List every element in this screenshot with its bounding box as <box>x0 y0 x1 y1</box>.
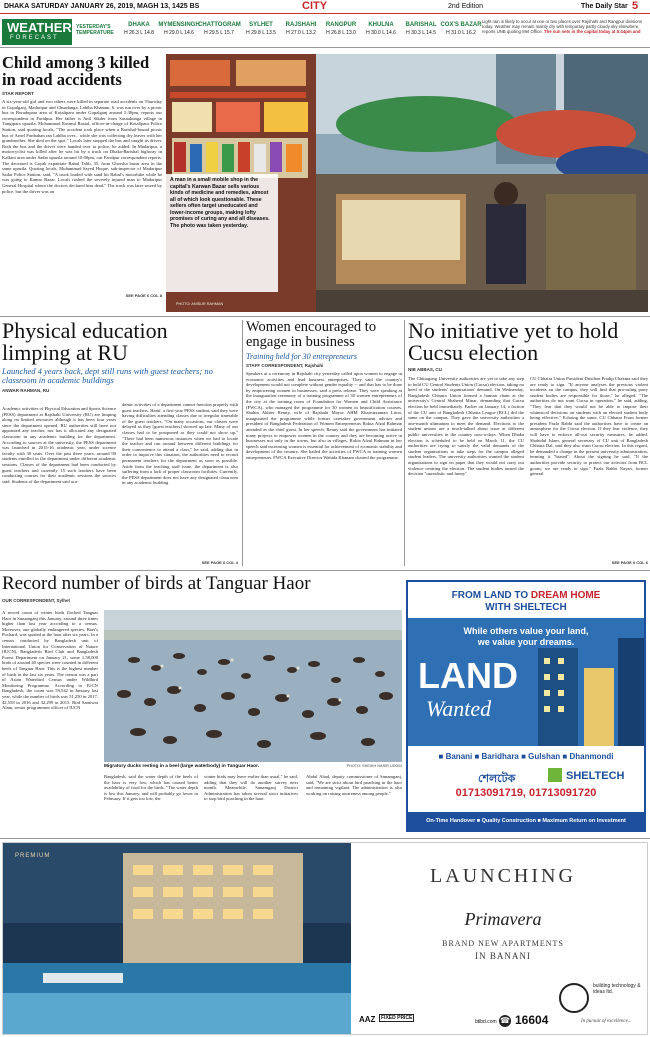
city-temp: H 26.3 L 14.8 <box>124 30 154 36</box>
article-col-3: winter birds may leave earlier than usual," he said, adding that they will do another survey next month. Meanwhile, Sunamganj District Administration has taken several strict initiatives to stop bird poaching in the haor. <box>204 774 298 802</box>
temperature-label: YESTERDAY'S TEMPERATURE <box>76 24 114 36</box>
article-col-1: Academic activities of Physical Education and Sports Science (PESS) department at Rajshahi University (RU) are limping along on limited resources although it has been four years since the department opened. RU authorities still have not appointed any teacher, nor has it allocated any designated classroom in any academic building for the department. According to sources at the university, the PESS department was launched in 2015-16 academic year, under science faculty with 30 seats. Over the past three years, around 90 students enrolled in the department under different academic sessions. Classes of the department had been conducted by guest teachers and currently 15 such teachers have been conducting courses for their academic sessions the sources said. Students of the department said aca- <box>2 406 116 484</box>
city-temp: H 29.5 L 15.7 <box>204 30 234 36</box>
weather-logo-title: WEATHER <box>7 20 72 35</box>
story-child-killed <box>2 54 162 314</box>
ad-line-1: BRAND NEW APARTMENTS <box>442 939 564 948</box>
city-coxs-bazar <box>440 22 482 36</box>
headline: Physical education limping at RU <box>2 320 168 365</box>
hotline-number: 16604 <box>515 1013 549 1027</box>
ad-line-2: IN BANANI <box>475 951 531 961</box>
article-col-4: Abdul Ahad, deputy commissioner of Sunamganj, said, "We are strict about bird poaching in the haor and remaining vigilant. The administration is also working on raising awareness among people." <box>306 774 402 796</box>
ad-phone: 01713091719, 01713091720 <box>455 787 597 799</box>
ad-banner-tail: WITH SHELTECH <box>485 602 567 613</box>
city-temp: H 30.3 L 14.5 <box>406 30 436 36</box>
city-name: SYLHET <box>249 22 273 28</box>
city-name: RAJSHAHI <box>285 22 317 28</box>
page-header <box>0 0 650 14</box>
byline: STAR REPORT <box>2 91 34 96</box>
premium-label: PREMIUM <box>15 853 51 859</box>
continued-note: SEE PAGE 6 COL 4 <box>201 560 238 565</box>
headline: Women encouraged to engage in business <box>246 320 377 350</box>
area-baridhara: Baridhara <box>481 752 519 761</box>
building-illustration <box>528 638 644 746</box>
article-col-2: demic activities of a department cannot function properly with guest teachers. Hanif, a first-year PESS student, said they were having difficulties attending classes due to irregular timetable of the guest teachers. "On many occasions, our classes were delayed as they [guest teachers] showed up late. Many of our classes had to be postponed as they could not show up." "There had been numerous instances when we had to locate the teacher and run around between different buildings for their convenience to attend a class," he said, adding that in order to improve this situation, the authorities need to recruit permanent teachers for the department as soon as possible. Aside from the teaching staff issue, the department is also suffering from a lack of proper classroom facilities. Currently, the PESS department does not have any designated classroom in any academic building <box>122 402 238 486</box>
area-banani: Banani <box>445 752 473 761</box>
ad-hero <box>408 618 644 746</box>
bti-tagline: In pursuit of excellence... <box>581 1019 632 1024</box>
weather-note <box>482 19 647 35</box>
subhead: Launched 4 years back, dept still runs with guest teachers; no classroom in academic buildings <box>2 366 213 385</box>
brand-name: Primavera <box>464 909 542 929</box>
continued-note: SEE PAGE 6 COL 8 <box>125 293 162 298</box>
divider <box>0 570 650 571</box>
headline: No initiative yet to hold Cucsu election <box>408 320 619 365</box>
subhead: Training held for 30 entrepreneurs <box>246 352 357 361</box>
byline: NIB ABBAS, CU <box>408 367 442 372</box>
fixed-price-badge: FIXED PRICE <box>381 1015 413 1021</box>
ad-banner <box>408 590 644 614</box>
ad-tagline-1: While others value your land, <box>463 626 589 636</box>
divider <box>0 838 650 839</box>
ad-sheltech <box>406 580 646 832</box>
building-render <box>3 843 351 1035</box>
sheltech-logo-icon <box>548 768 562 782</box>
headline: Child among 3 killed in road accidents <box>2 54 150 89</box>
ad-banner-part: FROM LAND TO <box>451 590 529 601</box>
launching-text: LAUNCHING <box>430 865 576 887</box>
area-dhanmondi: Dhanmondi <box>569 752 614 761</box>
story-physical-education <box>2 320 240 568</box>
city-chattogram <box>198 22 240 36</box>
article-col-2: CU Chhatra Union President Dristhon Pradip Chakma said they are ready to sign. "If anyone analyses the previous violent incidents on the campus, they will find that pro-ruling party student bodies are responsible for those," he alleged. "The authorities do not want Cucsu in operation," he said, adding, "They fear that they would not be able to impose their whimsical decisions on students with an elected student body being effective." Echoing the same, CU Chhatra Front former president Fazla Rabbi said the authorities have to create an atmosphere for the Cucsu election. If they fear violence, they will have to enforce all-out security measures, he added. Shahidul Islam, general secretary of CU unit of Bangladesh Chhatra Dal, said they also want Cucsu election. In this regard, he demanded a change in the present university administration, terming it "biased". About the signing he said, "If the authorities provide security to protect our activists from BCL goons, we are ready to sign." Fazla Rabbi Nayan, former general <box>530 376 648 477</box>
byline: ANWAR RAHMAN, RU <box>2 388 50 393</box>
divider <box>404 320 405 566</box>
city-rangpur <box>320 22 362 36</box>
ad-brand-bn: শেলটেক <box>478 773 516 785</box>
photo-caption: Migratory ducks resting in a beel (large waterbody) in Tanguar Haor. <box>104 764 260 769</box>
city-name: COX'S BAZAR <box>440 22 482 28</box>
article-col-1: A record count of winter birds flocked Tanguar Haor in Sunamganj this January, around three times higher than last year according to a census. Moreover, one globally endangered species, Baer's Pochard, was spotted at the haor after six years. In a census conducted by Bangladesh unit of International Union for Conservation of Nature (IUCN), Bangladesh Bird Club and Bangladesh Forest Department on January 21, some 1,58,000 birds of around 40 species were counted in different beels of Tanguar Haor. This is the highest number of birds in the last six years. The census was a part of Asian Waterbird Census under Wildbird Monitoring Programme. According to IUCN Bangladesh, the count was 59,542 in January last year, while the number of birds was 51,250 in 2017, 42,558 in 2016 and 32,299 in 2015. Bird Samiwat Alam, senior programmes officer of IUCN <box>2 610 98 711</box>
area-gulshan: Gulshan <box>528 752 561 761</box>
city-name: KHULNA <box>368 22 394 28</box>
city-name: MYMENSINGH <box>158 22 200 28</box>
ad-primavera <box>2 842 648 1035</box>
ad-wanted-word: Wanted <box>426 696 492 721</box>
city-temp: H 31.0 L 16.2 <box>446 30 476 36</box>
haor-photo <box>104 610 402 762</box>
bti-name: building technology & ideas ltd. <box>593 983 641 995</box>
photo-birds <box>104 610 402 762</box>
city-name: BARISHAL <box>405 22 437 28</box>
continued-note: SEE PAGE 6 COL 6 <box>611 560 648 565</box>
byline: STAFF CORRESPONDENT, Rajshahi <box>246 363 324 368</box>
weather-logo-subtitle: FORECAST <box>10 35 59 41</box>
city-dhaka <box>118 22 160 36</box>
city-name: CHATTOGRAM <box>198 22 241 28</box>
ad-banner-accent: DREAM HOME <box>530 590 601 601</box>
ad-areas: ■ Banani ■ Baridhara ■ Gulshan ■ Dhanmondi <box>438 752 614 761</box>
divider <box>0 316 650 317</box>
weather-logo <box>2 19 72 45</box>
sunset-note: The sun sets in the capital today at 5:44pm and <box>544 29 641 35</box>
story-birds-tanguar <box>2 574 402 836</box>
photo-medicine-seller <box>166 54 648 312</box>
city-mymensingh <box>158 22 200 36</box>
section-name: CITY <box>302 0 328 12</box>
city-temp: H 29.8 L 13.5 <box>246 30 276 36</box>
photo-credit: PHOTO: ANISUR RAHMAN <box>176 302 224 306</box>
city-khulna <box>360 22 402 36</box>
headline: Record number of birds at Tanguar Haor <box>2 574 311 594</box>
weather-note-text: Light rain is likely to occur at one or two places over Rajshahi and Rangpur divisions today. Weather may remain mainly dry with temporary partly cloudy sky elsewhere, reports UNB quoting Met Office. <box>482 19 643 35</box>
ad-tagline <box>408 626 644 648</box>
weather-forecast-bar <box>0 16 650 48</box>
city-name: RANGPUR <box>325 22 357 28</box>
city-temp: H 27.0 L 13.2 <box>286 30 316 36</box>
article-body: A six-year-old girl and two others were killed in separate road accidents on Thursday in Gopalganj, Madaripur and Chuadanga. Labiba Khanam, 6, was run over by a picnic bus in Boradupara area of Kotalipara under Gopalganj around 5:30pm, reports our correspondent in Faridpur. Her father is Anil Sikder from Sasnakunga village in Tungipara upazila. Mohammad Rasmul Rustal, officer-in-charge of Kotalipara Police Station, said quoting locals, "The accident took place when a Barishal-bound picnic bus of Arnel Paribahan ran Labiba over... while she was collecting dry leaves with her grandmother. She died on the spot." Locals later stopped the bus and caught its driver. Both the bus and the driver were handed over to police, he added. In Madaripur, a motorcyclist was killed after he was hit by a truck on Dhaka-Barishal highway in Kalkini area under Sadar upazila around 10:00pm, our Faridpur correspondent reports. The deceased is Gayak expatriate Babul Talib, 35, from Ghorsha bazar area in the same upazila. Quoting locals, Muhammad Sayed Hoque, sub-inspector of Madaripur Sadar Police Station, said, "A truck loaded with sand hit Babul's motorbike while he was going to Kamar Bazar. Locals rushed the severely injured man to Madaripur General Hospital where the doctors declared him dead." The truck was later seized by police, but the driver was on <box>2 99 162 194</box>
photo-caption: A man in a small mobile shop in the capital's Karwan Bazar sells various kinds of medicine and remedies, almost all of which look questionable. These sellers often target uneducated and lower-income groups, making lofty promises of curing any and all diseases. The photo was taken yesterday. <box>166 174 278 292</box>
aaz-logo: AAZ <box>359 1015 376 1024</box>
article-col-1: The Chittagong University authorities are yet to take any step to hold CU Central Students Union (Cucsu) election, taking no heed of the students' organisations' demand. On Wednesday, Bangladesh Chhatra Union formed a human chain at the university's Central Shaheed Minar, demanding that Cucsu election be held immediately. Earlier on January 14, a faction of the CU unit of Bangladesh Chhatra League (BCL) did the same on the campus. They gave the university authorities a one-month ultimatum to meet the demand. Elections to the student unions are a much-talked about issue at different public universities in the country now-a-days. When Dhaka election is scheduled to be held on March 11, the CU authorities are trying to satisfy the valid demands of the student organisations to take steps for the campus alleged student leaders. The university authorities wanted the student organisations to sign on paper that they would not carry out violence centring the election. The student bodies turned the decision "unrealistic and funny". <box>408 376 524 477</box>
article-col-2: Bangladesh, said the water depth of the beels of the haor is very low, which has caused better availability of food for the birds. "The water depth is low this January, and will probably go lower in February. If it gets too low, the <box>104 774 198 802</box>
ad-primavera-image <box>3 843 351 1035</box>
web-address: btibd.com <box>475 1019 497 1025</box>
byline: OUR CORRESPONDENT, Sylhet <box>2 598 71 603</box>
story-women-business <box>246 320 402 568</box>
dateline: DHAKA SATURDAY JANUARY 26, 2019, MAGH 13, 1425 BS <box>4 3 200 10</box>
city-temp: H 26.8 L 13.0 <box>326 30 356 36</box>
photo-credit: PHOTO: SHEIKH NASIR UDDIN <box>346 764 402 768</box>
paper-name: The Daily Star <box>581 3 628 10</box>
city-rajshahi <box>280 22 322 36</box>
city-sylhet <box>240 22 282 36</box>
article-body: Speakers at a ceremony in Rajshahi city yesterday called upon women to engage in economic activities and lead business enterprises. They said the country's development would not complete without gender equality -- and that has to be done by empowering women in businesses, said a press release. They were speaking at the inauguration ceremony of a training programme of 30 women entrepreneurs of the city at the training room of Foundation for Women and Child Assistance (FWCA), who managed the programme for 30 women in beautification courses. Shahin Akhter Renny, wife of Rajshahi Mayor AHM Khairuzzaman Liton, inaugurated the programme while former caretaker government adviser and president of Bangladesh Federation of Women Entrepreneurs Rokia Afzal Rahman attended as the chief guest. In her speech, Renny said the government has initiated many projects to empower women in the country and they are becoming active in businesses not only in the towns, but also in villages. Rokia Afzal Rahman in her speech said increasing women is essential for achievement of economic stability and development of the country. She hailed the activities of FWCA in training women entrepreneurs. FWCA Executive Director Wahida Khanam chaired the programme. <box>246 371 402 460</box>
story-cucsu-election <box>408 320 648 568</box>
divider <box>242 320 243 566</box>
city-temp: H 29.0 L 14.6 <box>164 30 194 36</box>
city-temp: H 30.0 L 14.6 <box>366 30 396 36</box>
phone-icon: ☎ <box>500 1016 510 1025</box>
ad-tagline-2: we value your dreams. <box>477 637 575 647</box>
ad-land-word: LAND <box>418 655 518 696</box>
city-name: DHAKA <box>128 22 150 28</box>
edition-label: 2nd Edition <box>448 3 484 10</box>
ad-brand-en: SHELTECH <box>566 770 625 782</box>
ad-footer: On-Time Handover ■ Quality Construction ■ Maximum Return on Investment <box>408 812 644 830</box>
city-barishal <box>400 22 442 36</box>
page-number: 5 <box>632 0 639 12</box>
bti-logo-icon <box>559 983 589 1013</box>
